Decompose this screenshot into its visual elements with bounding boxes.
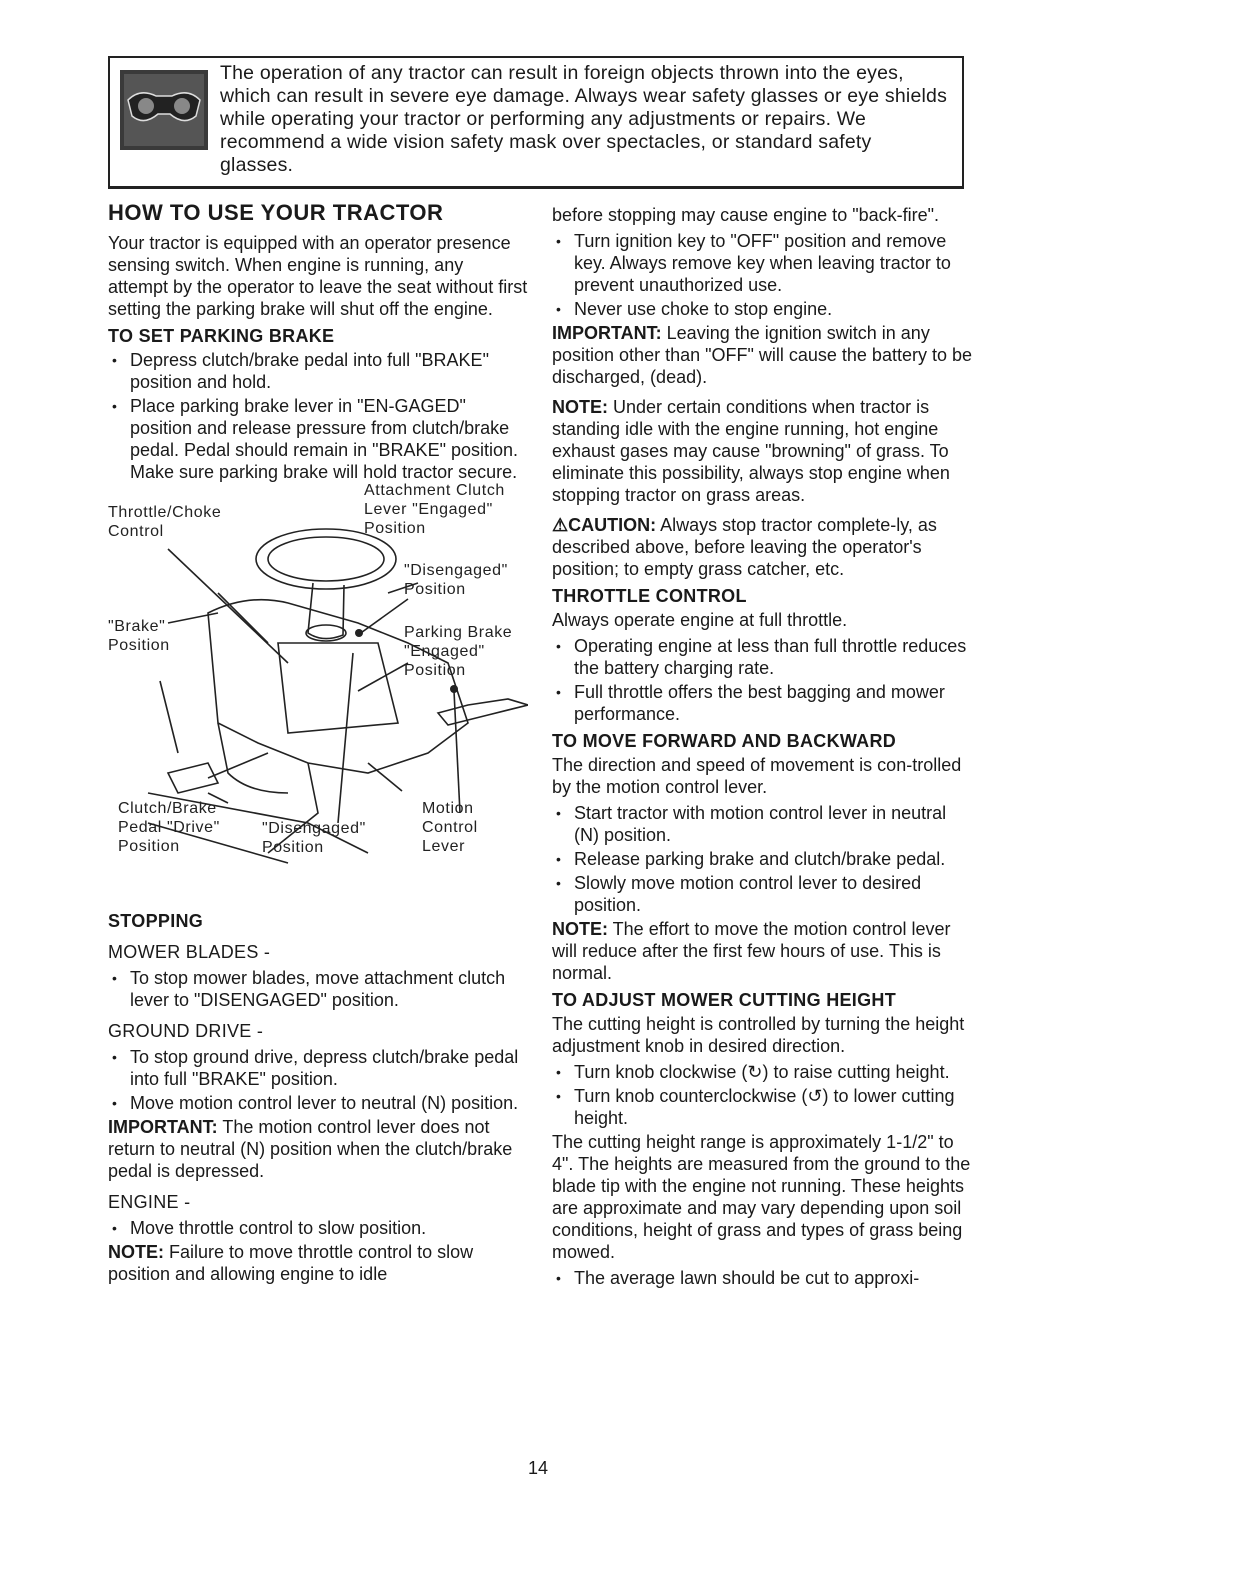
adjust-intro: The cutting height is controlled by turning the height adjustment knob in desired direction. [552, 1014, 965, 1056]
list-item: • Full throttle offers the best bagging and mower performance. [552, 681, 972, 725]
adjust-range: The cutting height range is approximately 1-1/2" to 4". The heights are measured from the ground to the blade tip with the engine not running. These heights are approximate and may vary depending upon soil conditions, height of grass and types of grass being mowed. [552, 1132, 971, 1262]
list-item: • Move throttle control to slow position. [108, 1217, 528, 1239]
left-column [108, 200, 528, 1289]
ignition-list [552, 230, 972, 320]
important-note [552, 322, 972, 388]
safety-glasses-icon [120, 70, 208, 150]
ground-drive-subheading: GROUND DRIVE - [108, 1021, 264, 1041]
parking-brake-list [108, 349, 528, 483]
throttle-heading: THROTTLE CONTROL [552, 586, 747, 606]
important-label: IMPORTANT: [108, 1117, 218, 1137]
engine-subheading: ENGINE - [108, 1192, 191, 1212]
engine-list [108, 1217, 528, 1239]
list-item: • Move motion control lever to neutral (N) position. [108, 1092, 528, 1114]
warning-text: The operation of any tractor can result in foreign objects thrown into the eyes, which can result in severe eye damage. Always wear safety glasses or eye shields while operating your tractor or performing any adjustments or repairs. We recommend a wide vision safety mask over spectacles, or standard safety glasses. [220, 62, 948, 176]
list-item: • Start tractor with motion control lever in neutral (N) position. [552, 802, 972, 846]
tractor-controls-diagram [108, 482, 528, 885]
note-label: NOTE: [552, 919, 608, 939]
important-note [108, 1116, 528, 1182]
important-text: Leaving the ignition switch in any position other than "OFF" will cause the battery to be discharged, (dead). [552, 323, 972, 387]
page-number: 14 [528, 1458, 549, 1478]
list-item: • Operating engine at less than full throttle reduces the battery charging rate. [552, 635, 972, 679]
list-item: • Slowly move motion control lever to desired position. [552, 872, 972, 916]
adjust-heading: TO ADJUST MOWER CUTTING HEIGHT [552, 990, 896, 1010]
throttle-intro: Always operate engine at full throttle. [552, 610, 848, 630]
list-item: • The average lawn should be cut to approxi- [552, 1267, 972, 1289]
list-item: • Place parking brake lever in "EN-GAGED" position and release pressure from clutch/brake pedal. Pedal should remain in "BRAKE" position. Make sure parking brake will hold tractor secure. [108, 395, 528, 483]
right-column [552, 204, 972, 1291]
note-label: NOTE: [108, 1242, 164, 1262]
note-text: Failure to move throttle control to slow position and allowing engine to idle [108, 1242, 474, 1284]
caution-note [552, 514, 972, 580]
important-label: IMPORTANT: [552, 323, 662, 343]
caution-text: Always stop tractor complete-ly, as described above, before leaving the operator's position; to empty grass catcher, etc. [552, 515, 937, 579]
label-brake-position: "Brake" Position [108, 618, 170, 654]
label-motion-control: Motion Control Lever [422, 800, 478, 855]
browning-note [552, 396, 972, 506]
list-item: • To stop mower blades, move attachment clutch lever to "DISENGAGED" position. [108, 967, 528, 1011]
list-item: • Depress clutch/brake pedal into full "BRAKE" position and hold. [108, 349, 528, 393]
label-throttle-choke: Throttle/Choke Control [108, 504, 222, 540]
section-heading: HOW TO USE YOUR TRACTOR [108, 200, 444, 225]
parking-brake-heading: TO SET PARKING BRAKE [108, 326, 335, 346]
list-item: • Turn knob counterclockwise (↺) to lower cutting height. [552, 1085, 972, 1129]
list-item: • Turn ignition key to "OFF" position and remove key. Always remove key when leaving tractor to prevent unauthorized use. [552, 230, 972, 296]
safety-warning-box [108, 56, 964, 189]
move-list [552, 802, 972, 916]
caution-label: CAUTION: [568, 515, 657, 535]
label-parking-brake: Parking Brake "Engaged" Position [404, 624, 513, 679]
label-disengaged-bottom: "Disengaged" Position [262, 820, 366, 856]
move-intro: The direction and speed of movement is con-trolled by the motion control lever. [552, 755, 962, 797]
list-item: • To stop ground drive, depress clutch/brake pedal into full "BRAKE" position. [108, 1046, 528, 1090]
continued-text: before stopping may cause engine to "back-fire". [552, 205, 939, 225]
label-attachment-clutch: Attachment Clutch Lever "Engaged" Position [364, 482, 505, 537]
mower-blades-list [108, 967, 528, 1011]
engine-note [108, 1241, 528, 1285]
adjust-list [552, 1061, 972, 1129]
note-text: Under certain conditions when tractor is standing idle with the engine running, hot engine exhaust gases may cause "browning" of grass. To eliminate this possibility, always stop engine when stopping tractor on grass areas. [552, 397, 950, 505]
warning-triangle-icon: ⚠ [552, 515, 569, 535]
intro-paragraph: Your tractor is equipped with an operator presence sensing switch. When engine is running, any attempt by the operator to leave the seat without first setting the parking brake will shut off the engine. [108, 233, 528, 319]
move-heading: TO MOVE FORWARD AND BACKWARD [552, 731, 897, 751]
list-item: • Release parking brake and clutch/brake pedal. [552, 848, 972, 870]
note-text: The effort to move the motion control lever will reduce after the first few hours of use. This is normal. [552, 919, 951, 983]
mower-blades-subheading: MOWER BLADES - [108, 942, 271, 962]
list-item: • Turn knob clockwise (↻) to raise cutting height. [552, 1061, 972, 1083]
note-label: NOTE: [552, 397, 608, 417]
throttle-list [552, 635, 972, 725]
label-disengaged-top: "Disengaged" Position [404, 562, 508, 598]
important-text: The motion control lever does not return to neutral (N) position when the clutch/brake pedal is depressed. [108, 1117, 513, 1181]
ground-drive-list [108, 1046, 528, 1114]
list-item: • Never use choke to stop engine. [552, 298, 972, 320]
label-clutch-brake: Clutch/Brake Pedal "Drive" Position [118, 800, 220, 855]
lawn-list [552, 1267, 972, 1289]
motion-note [552, 918, 972, 984]
stopping-heading: STOPPING [108, 911, 204, 931]
